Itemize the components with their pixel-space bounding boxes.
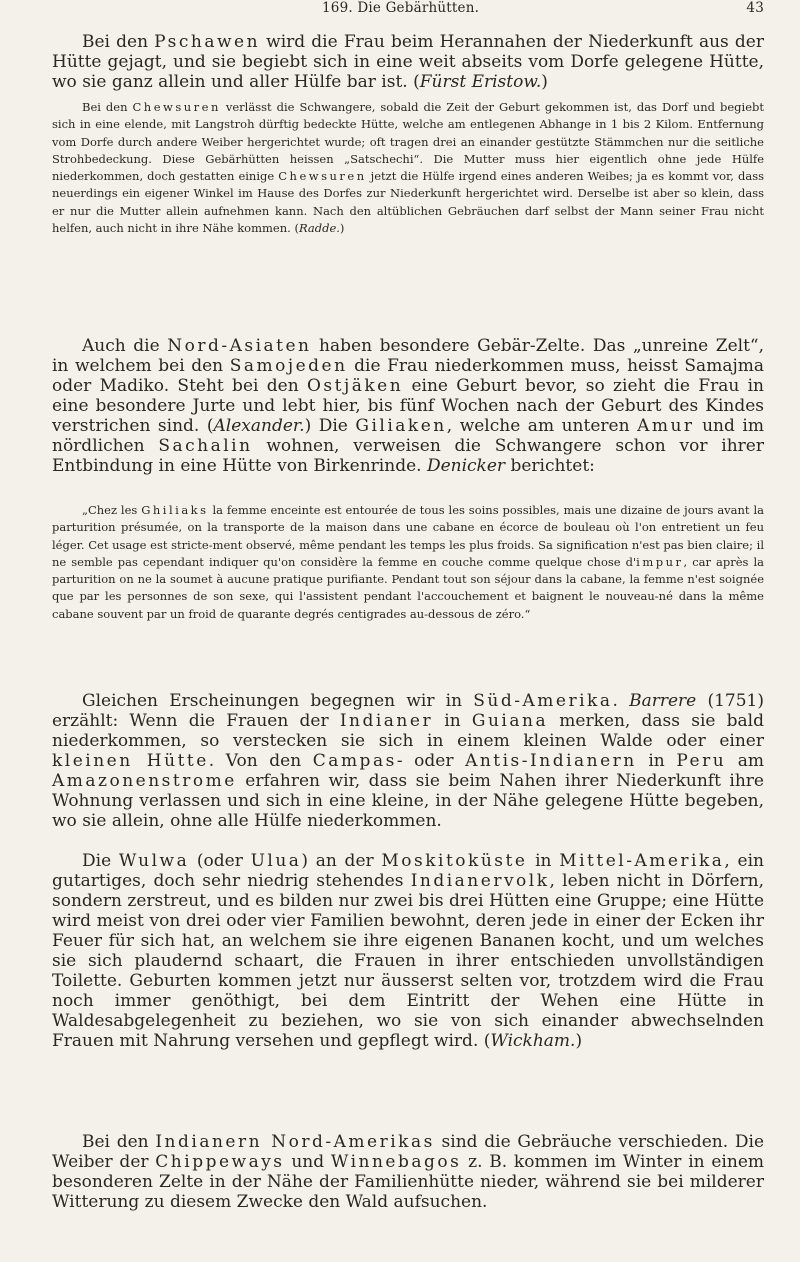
paragraph-nord-amerika: [52, 1132, 764, 1212]
ethnonym: Chippeways: [155, 1152, 285, 1172]
place-name: Süd-Amerika: [473, 691, 613, 711]
ethnonym: Antis-Indianern: [465, 751, 637, 771]
paragraph-sued-amerika: [52, 691, 764, 831]
page-number: 43: [746, 0, 764, 16]
text-run: in: [527, 851, 560, 871]
citation: Radde.: [298, 221, 340, 236]
text-run: ): [575, 1031, 583, 1051]
ethnonym: Ulua: [250, 851, 302, 871]
paragraph-wulwa: [52, 851, 764, 1051]
text-run: , leben nicht in Dörfern, sondern zerstreut, und es bilden nur zwei bis drei Hütten eine Gruppe; eine Hütte wird meist von drei oder vier Familien bewohnt, deren jede in einer der Ecken ihr Feuer für sich hat, an welchem sie ihre eigenen Bananen kocht, und um welches sie sich plaudernd schaart, die Frauen in ihrer entschieden unvollständigen Toilette. Geburten kommen jetzt nur äusserst selten vor, trotzdem wird die Frau noch immer genöthigt, bei dem Eintritt der Wehen eine Hütte in Waldesabgelegenheit zu beziehen, wo sie von sich einander abwechselnden Frauen mit Nahrung versehen und gepflegt wird. (: [52, 871, 764, 1051]
text-run: ) an der: [301, 851, 382, 871]
text-run: in: [433, 711, 472, 731]
running-title: 169. Die Gebärhütten.: [322, 0, 480, 16]
text-run: . Von den: [208, 751, 313, 771]
ethnonym: Indianervolk: [410, 871, 550, 891]
text-run: merken, dass sie bald niederkommen, so verstecken sie sich in einem kleinen Walde oder einer: [52, 711, 764, 751]
ethnonym: Chewsuren: [278, 169, 367, 184]
place-name: Moskitoküste: [381, 851, 528, 871]
text-run: Gleichen Erscheinungen begegnen wir in: [82, 691, 474, 711]
text-run: verlässt die Schwangere, sobald die Zeit der Geburt gekommen ist, das Dorf und begiebt sich in eine elende, mit Langstroh dürftig bedeckte Hütte, welche am entlegenen Abhange in 1 bis 2 Kilom. Entfernung vom Dorfe durch andere Weiber hergerichtet wurde; oft tragen drei an einander gestützte Stämmchen nur die seitliche Strohbedeckung. Diese Gebärhütten heissen „Satschechi“. Die Mutter muss hier eigentlich ohne jede Hülfe niederkommen, doch gestatten einige: [52, 100, 764, 184]
text-run: - oder: [396, 751, 466, 771]
text-run: la femme enceinte est entourée de tous les soins possibles, mais une dizaine de jours avant la parturition présumée, on la transporte de la maison dans une cabane en écorce de bouleau où l'on entretient un feu léger. Cet usage est stricte-ment observé, même pendant les temps les plus froids. Sa signification n'est pas bien claire; il ne semble pas cependant indiquer qu'on considère la femme en couche comme quelque chose d': [52, 503, 764, 569]
text-run: sind die Gebräuche verschieden. Die Weiber der: [52, 1132, 764, 1172]
text-run: jetzt die Hülfe irgend eines anderen Weibes; ja es kommt vor, dass neuerdings ein eigener Winkel im Hause des Dorfes zur Niederkunft hergerichtet wird. Derselbe ist aber so klein, dass er nur die Mutter allein aufnehmen kann. Nach den altüblichen Gebräuchen darf selbst der Mann seiner Frau nicht helfen, auch nicht in ihre Nähe kommen. (: [52, 169, 764, 236]
place-name: Guiana: [471, 711, 549, 731]
ethnonym: Giliaken: [355, 416, 447, 436]
text-run: die Frau niederkommen muss, heisst Samajma oder Madiko. Steht bei den: [52, 356, 764, 396]
text-run: wird die Frau beim Herannahen der Niederkunft aus der Hütte gejagt, und sie begiebt sich in eine weit abseits vom Dorfe gelegene Hütte, wo sie ganz allein und aller Hülfe bar ist. (: [52, 32, 764, 92]
ethnonym: Samojeden: [229, 356, 348, 376]
text-run: ): [339, 221, 345, 236]
text-run: (oder: [189, 851, 251, 871]
ethnonym: Ostjäken: [306, 376, 404, 396]
text-run: .: [612, 691, 630, 711]
text-run: berichtet:: [505, 456, 595, 476]
ethnonym: Wulwa: [118, 851, 190, 871]
place-name: Sachalin: [158, 436, 253, 456]
text-run: und: [284, 1152, 331, 1172]
text-run: „Chez les: [82, 503, 142, 517]
text-run: wohnen, verweisen die Schwangere schon vor ihrer Entbindung in eine Hütte von Birkenrinde.: [52, 436, 764, 476]
text-run: , car après la parturition on ne la soumet à aucune pratique purifiante. Pendant tout son séjour dans la cabane, la femme n'est soignée que par les personnes de son sexe, qui l'assistent pendant l'accouchement et baignent le nouveau-né dans la même cabane souvent par un froid de quarante degrés centigrades au-dessous de zéro.“: [52, 554, 764, 621]
ethnonym: Campas: [312, 751, 397, 771]
place-name: Mittel-Amerika: [559, 851, 725, 871]
ethnonym: Indianer: [339, 711, 434, 731]
text-run: Bei den: [82, 100, 133, 114]
text-run: in: [636, 751, 677, 771]
emphasis: impur: [636, 554, 684, 569]
ethnonym: Indianern Nord-Amerikas: [155, 1132, 435, 1152]
note-chewsuren: [52, 99, 764, 237]
citation: Alexander.: [213, 416, 305, 436]
text-run: Die: [82, 851, 119, 871]
citation: Fürst Eristow.: [419, 72, 542, 92]
citation: Barrere: [629, 691, 697, 711]
text-run: Auch die: [82, 336, 168, 356]
emphasis: kleinen Hütte: [52, 751, 209, 771]
ethnonym: Chewsuren: [132, 100, 221, 114]
text-run: und im nördlichen: [52, 416, 764, 456]
place-name: Amazonenstrome: [52, 771, 237, 791]
place-name: Amur: [637, 416, 695, 436]
running-header: [52, 0, 764, 24]
text-run: eine Geburt bevor, so zieht die Frau in eine besondere Jurte und lebt hier, bis fünf Wochen nach der Geburt des Kindes verstrichen sind. (: [52, 376, 764, 436]
text-run: erfahren wir, dass sie beim Nahen ihrer Niederkunft ihre Wohnung verlassen und sich in eine kleine, in der Nähe gelegene Hütte begeben, wo sie allein, ohne alle Hülfe niederkommen.: [52, 771, 764, 831]
text-run: Bei den: [82, 32, 155, 52]
paragraph-pschawen: [52, 32, 764, 92]
ethnonym: Winnebagos: [330, 1152, 462, 1172]
citation: Wickham.: [490, 1031, 576, 1051]
ethnonym: Ghiliaks: [141, 503, 209, 517]
ethnonym: Nord-Asiaten: [167, 336, 312, 356]
text-run: ) Die: [304, 416, 356, 436]
text-run: (1751) erzählt: Wenn die Frauen der: [52, 691, 764, 731]
ethnonym: Pschawen: [154, 32, 261, 52]
text-run: Bei den: [82, 1132, 156, 1152]
place-name: Peru: [676, 751, 727, 771]
quote-ghiliaks: [52, 502, 764, 623]
paragraph-nord-asiaten: [52, 336, 764, 476]
text-run: , welche am unteren: [446, 416, 638, 436]
text-run: z. B. kommen im Winter in einem besonderen Zelte in der Nähe der Familienhütte nieder, während sie bei milderer Witterung zu diesem Zwecke den Wald aufsuchen.: [52, 1152, 765, 1212]
text-run: , ein gutartiges, doch sehr niedrig stehendes: [52, 851, 764, 891]
text-run: ): [541, 72, 548, 92]
text-run: haben besondere Gebär-Zelte. Das „unreine Zelt“, in welchem bei den: [52, 336, 764, 376]
text-run: am: [726, 751, 764, 771]
citation: Denicker: [426, 456, 506, 476]
